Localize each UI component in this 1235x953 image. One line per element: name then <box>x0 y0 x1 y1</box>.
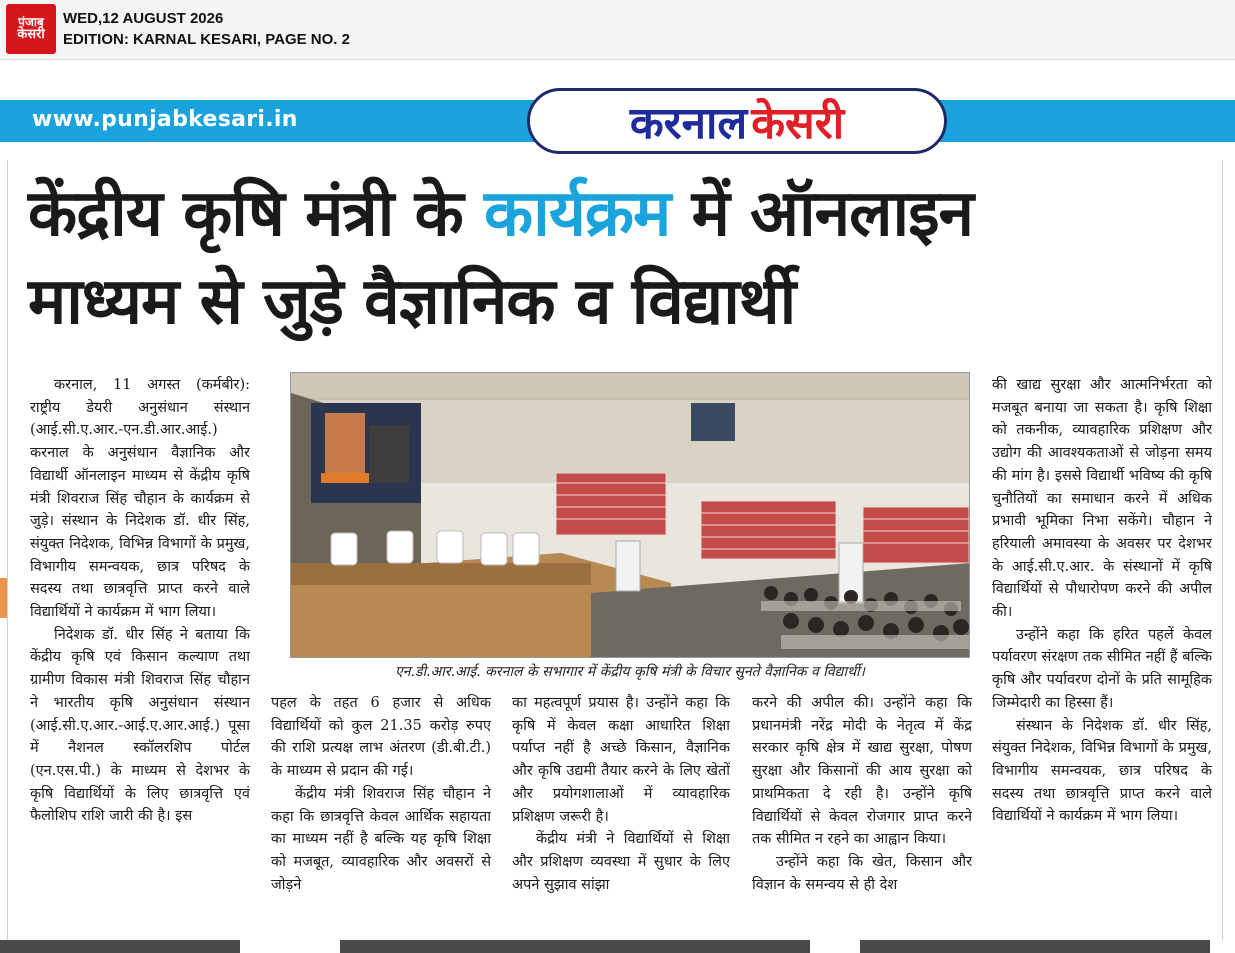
headline-line1 <box>28 170 1218 258</box>
col1-para2: निदेशक डॉ. धीर सिंह ने बताया कि केंद्रीय कृषि एवं किसान कल्याण तथा ग्रामीण विकास मंत्री शिवराज सिंह चौहान ने भारतीय कृषि अनुसंधान संस्थान (आई.सी.ए.आर.-आई.ए.आर.आई.) पूसा में नैशनल स्कॉलरशिप पोर्टल (एन.एस.पी.) के माध्यम से देशभर के कृषि विद्यार्थियों के लिए छात्रवृत्ति एवं फैलोशिप राशि जारी की है। इस <box>30 626 250 825</box>
col4-para2: उन्होंने कहा कि खेत, किसान और विज्ञान के समन्वय से ही देश <box>752 853 972 893</box>
article-column-2 <box>271 692 491 922</box>
article-column-1 <box>30 374 250 922</box>
brand-kesari: केसरी <box>751 98 845 149</box>
col2-para2: केंद्रीय मंत्री शिवराज सिंह चौहान ने कहा कि छात्रवृत्ति केवल आर्थिक सहायता का माध्यम नहीं है बल्कि यह कृषि शिक्षा को मजबूत, व्यावहारिक और अवसरों से जोड़ने <box>271 785 491 893</box>
auditorium-photo <box>290 372 970 658</box>
article-headline <box>28 170 1218 346</box>
article-column-3 <box>512 692 730 922</box>
left-edge-marker <box>0 578 7 618</box>
article-column-5 <box>992 374 1212 922</box>
logo-line1: पंजाब <box>18 14 44 29</box>
next-article-cutoff <box>0 938 1235 953</box>
col5-para3: संस्थान के निदेशक डॉ. धीर सिंह, संयुक्त निदेशक, विभिन्न विभागों के प्रमुख, विभागीय समन्वयक, छात्र परिषद के सदस्य तथा छात्रवृत्ति प्राप्त करने वाले विद्यार्थियों ने कार्यक्रम में भाग लिया। <box>992 717 1212 825</box>
headline-accent-word: कार्यक्रम <box>484 177 671 251</box>
photo-caption: एन.डी.आर.आई. करनाल के सभागार में केंद्रीय कृषि मंत्री के विचार सुनते वैज्ञानिक व विद्यार्थी। <box>395 664 865 680</box>
brand-karnal: करनाल <box>629 98 748 149</box>
right-page-edge <box>1222 160 1235 940</box>
col5-para1: की खाद्य सुरक्षा और आत्मनिर्भरता को मजबूत बनाया जा सकता है। कृषि शिक्षा को तकनीक, व्यावहारिक प्रशिक्षण और उद्योग की आवश्यकताओं से जोड़ना समय की मांग है। इससे विद्यार्थी भविष्य की कृषि चुनौतियों का समाधान करने में अधिक प्रभावी भूमिका निभा सकेंगे। चौहान ने हरियाली अमावस्या के अवसर पर देशभर के आई.सी.ए.आर. के संस्थानों में कृषि विद्यार्थियों से पौधारोपण करने की अपील की। <box>992 377 1212 621</box>
edition-info <box>63 8 350 50</box>
karnal-kesari-brand <box>527 88 947 154</box>
logo-line2: केसरी <box>17 27 45 43</box>
cutoff-text-strokes <box>0 938 1235 953</box>
col2-para1: पहल के तहत 6 हजार से अधिक विद्यार्थियों को कुल 21.35 करोड़ रुपए की राशि प्रत्यक्ष लाभ अंतरण (डी.बी.टी.) के माध्यम से प्रदान की गई। <box>271 695 491 780</box>
edition-name: EDITION: KARNAL KESARI, PAGE NO. 2 <box>63 31 350 48</box>
headline-line2: माध्यम से जुड़े वैज्ञानिक व विद्यार्थी <box>28 265 796 339</box>
left-page-edge <box>0 160 8 940</box>
headline-line1-start: केंद्रीय कृषि मंत्री के <box>28 177 485 251</box>
auditorium-illustration <box>291 373 970 658</box>
punjab-kesari-logo <box>6 4 56 54</box>
col3-para1: का महत्वपूर्ण प्रयास है। उन्होंने कहा कि कृषि में केवल कक्षा आधारित शिक्षा पर्याप्त नहीं है अच्छे किसान, वैज्ञानिक और कृषि उद्यमी तैयार करने के लिए खेतों और प्रयोगशालाओं में व्यावहारिक प्रशिक्षण जरूरी है। <box>512 695 730 825</box>
headline-line1-end: में ऑनलाइन <box>670 177 974 251</box>
col4-para1: करने की अपील की। उन्होंने कहा कि प्रधानमंत्री नरेंद्र मोदी के नेतृत्व में केंद्र सरकार कृषि क्षेत्र में खाद्य सुरक्षा, पोषण सुरक्षा और किसानों की आय सुरक्षा को प्राथमिकता दे रही है। उन्होंने कृषि विद्यार्थियों से केवल रोजगार प्राप्त करने तक सीमित न रहने का आह्वान किया। <box>752 695 972 848</box>
col3-para2: केंद्रीय मंत्री ने विद्यार्थियों से शिक्षा और प्रशिक्षण व्यवस्था में सुधार के लिए अपने सुझाव सांझा <box>512 831 730 893</box>
col1-para1: करनाल, 11 अगस्त (कर्मबीर): राष्ट्रीय डेयरी अनुसंधान संस्थान (आई.सी.ए.आर.-एन.डी.आर.आई.) करनाल के अनुसंधान वैज्ञानिक और विद्यार्थी ऑनलाइन माध्यम से केंद्रीय कृषि मंत्री शिवराज सिंह चौहान के कार्यक्रम से जुड़े। संस्थान के निदेशक डॉ. धीर सिंह, संयुक्त निदेशक, विभिन्न विभागों के प्रमुख, विभागीय समन्वयक, छात्र परिषद के सदस्य तथा छात्रवृत्ति प्राप्त करने वाले विद्यार्थियों ने कार्यक्रम में भाग लिया। <box>30 377 250 621</box>
site-url: www.punjabkesari.in <box>32 107 298 132</box>
edition-meta-bar <box>0 0 1235 60</box>
col5-para2: उन्होंने कहा कि हरित पहलें केवल पर्यावरण संरक्षण तक सीमित नहीं हैं बल्कि कृषि और पर्यावरण दोनों के प्रति सामूहिक जिम्मेदारी का हिस्सा हैं। <box>992 626 1212 711</box>
article-column-4 <box>752 692 972 922</box>
edition-date: WED,12 AUGUST 2026 <box>63 10 224 27</box>
